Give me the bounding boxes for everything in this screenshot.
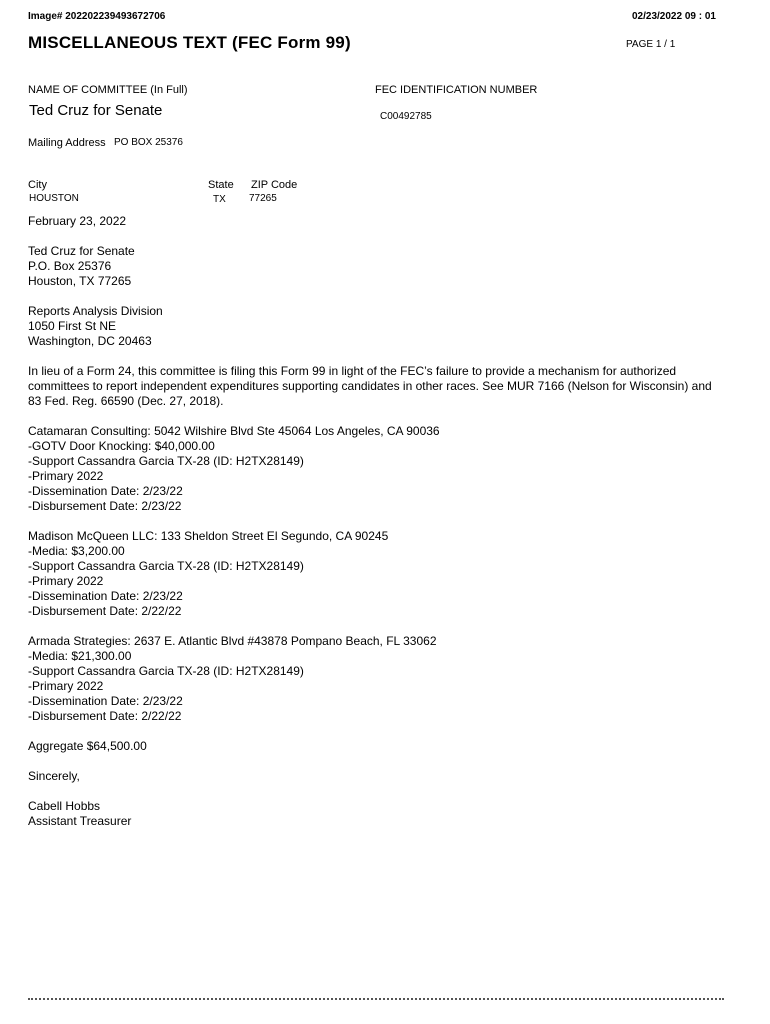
vendor-line: Catamaran Consulting: 5042 Wilshire Blvd Ste 45064 Los Angeles, CA 90036 bbox=[28, 424, 440, 438]
sender-line: P.O. Box 25376 bbox=[28, 259, 112, 273]
expenditure-entry bbox=[28, 634, 728, 724]
header-datetime: 02/23/2022 09 : 01 bbox=[632, 11, 716, 22]
recipient-line: Washington, DC 20463 bbox=[28, 334, 152, 348]
sender-line: Ted Cruz for Senate bbox=[28, 244, 135, 258]
entry-detail: -Support Cassandra Garcia TX-28 (ID: H2TX28149) bbox=[28, 664, 304, 678]
signature-block bbox=[28, 799, 728, 829]
letter-body bbox=[28, 214, 728, 844]
page-title: MISCELLANEOUS TEXT (FEC Form 99) bbox=[28, 33, 351, 52]
state: TX bbox=[213, 194, 226, 205]
entry-detail: -Media: $21,300.00 bbox=[28, 649, 132, 663]
recipient-line: 1050 First St NE bbox=[28, 319, 117, 333]
expenditure-entry bbox=[28, 529, 728, 619]
vendor-line: Armada Strategies: 2637 E. Atlantic Blvd #43878 Pompano Beach, FL 33062 bbox=[28, 634, 437, 648]
mailing-address-label: Mailing Address bbox=[28, 137, 106, 149]
city: HOUSTON bbox=[29, 193, 79, 204]
entry-detail: -Dissemination Date: 2/23/22 bbox=[28, 589, 183, 603]
entry-detail: -Primary 2022 bbox=[28, 469, 104, 483]
zip: 77265 bbox=[249, 193, 277, 204]
committee-name-label: NAME OF COMMITTEE (In Full) bbox=[28, 84, 188, 96]
signer-name: Cabell Hobbs bbox=[28, 799, 101, 813]
entry-detail: -Media: $3,200.00 bbox=[28, 544, 125, 558]
zip-label: ZIP Code bbox=[251, 179, 298, 191]
page-number: PAGE 1 / 1 bbox=[626, 39, 676, 50]
signer-title: Assistant Treasurer bbox=[28, 814, 132, 828]
aggregate-total: Aggregate $64,500.00 bbox=[28, 739, 147, 753]
entry-detail: -Dissemination Date: 2/23/22 bbox=[28, 694, 183, 708]
entry-detail: -Support Cassandra Garcia TX-28 (ID: H2TX28149) bbox=[28, 559, 304, 573]
sender-address bbox=[28, 244, 728, 289]
recipient-address bbox=[28, 304, 728, 349]
entry-detail: -Disbursement Date: 2/23/22 bbox=[28, 499, 182, 513]
entry-detail: -Primary 2022 bbox=[28, 679, 104, 693]
entry-detail: -Disbursement Date: 2/22/22 bbox=[28, 709, 182, 723]
intro-paragraph: In lieu of a Form 24, this committee is filing this Form 99 in light of the FEC’s failure to provide a mechanism for authorized committees to report independent expenditures supporting candidates in other races. See MUR 7166 (Nelson for Wisconsin) and 83 Fed. Reg. 66590 (Dec. 27, 2018). bbox=[28, 364, 712, 408]
closing: Sincerely, bbox=[28, 769, 80, 783]
image-number: Image# 202202239493672706 bbox=[28, 11, 166, 22]
fec-id-label: FEC IDENTIFICATION NUMBER bbox=[375, 84, 538, 96]
recipient-line: Reports Analysis Division bbox=[28, 304, 163, 318]
entry-detail: -Dissemination Date: 2/23/22 bbox=[28, 484, 183, 498]
entry-detail: -Disbursement Date: 2/22/22 bbox=[28, 604, 182, 618]
state-label: State bbox=[208, 179, 234, 191]
mailing-address: PO BOX 25376 bbox=[114, 137, 183, 148]
entry-detail: -GOTV Door Knocking: $40,000.00 bbox=[28, 439, 215, 453]
footer-divider bbox=[28, 998, 724, 1000]
vendor-line: Madison McQueen LLC: 133 Sheldon Street El Segundo, CA 90245 bbox=[28, 529, 389, 543]
entry-detail: -Support Cassandra Garcia TX-28 (ID: H2TX28149) bbox=[28, 454, 304, 468]
committee-name: Ted Cruz for Senate bbox=[29, 102, 163, 119]
letter-date: February 23, 2022 bbox=[28, 214, 127, 228]
sender-line: Houston, TX 77265 bbox=[28, 274, 132, 288]
expenditure-entry bbox=[28, 424, 728, 514]
city-label: City bbox=[28, 179, 47, 191]
entry-detail: -Primary 2022 bbox=[28, 574, 104, 588]
fec-id: C00492785 bbox=[380, 111, 432, 122]
